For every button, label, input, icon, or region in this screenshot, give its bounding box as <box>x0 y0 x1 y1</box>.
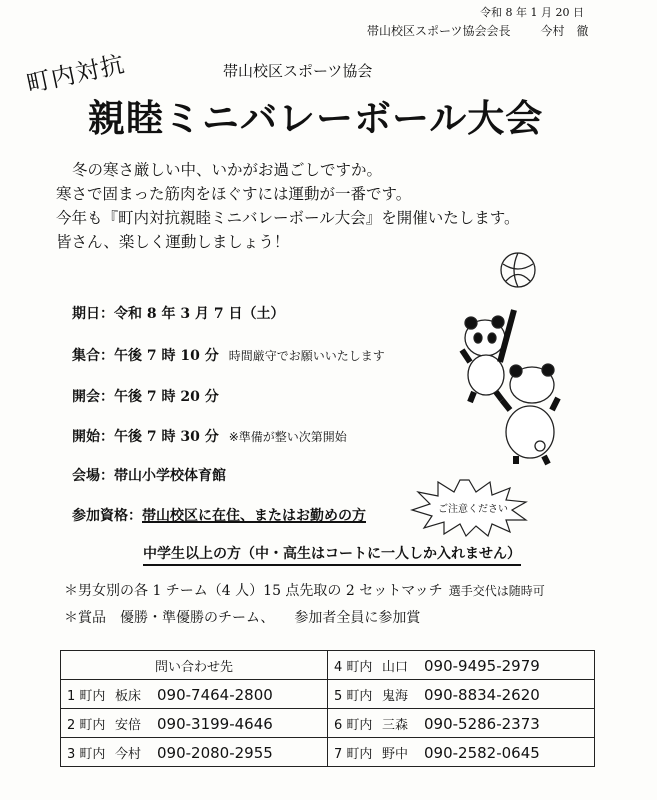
contact-phone: 090-5286-2373 <box>424 714 540 733</box>
main-title: 親睦ミニバレーボール大会 <box>88 97 544 140</box>
contact-phone: 090-2080-2955 <box>157 743 273 762</box>
table-row <box>61 651 595 680</box>
contact-name: 山口 <box>382 659 409 675</box>
intro-line: 今年も『町内対抗親睦ミニバレーボール大会』を開催いたします。 <box>56 209 520 227</box>
volleyball-icon <box>501 253 535 287</box>
contact-name: 鬼海 <box>382 688 409 704</box>
organizer-name: 今村 徹 <box>540 24 589 38</box>
notice-badge-text: ご注意ください <box>438 504 508 515</box>
opening-time <box>72 386 219 406</box>
contact-phone: 090-8834-2620 <box>424 685 540 704</box>
contact-town: 7 町内 <box>334 746 373 762</box>
intro-line: 冬の寒さ厳しい中、いかがお過ごしですか。 <box>72 161 383 179</box>
match-rule-note <box>64 580 545 600</box>
contact-phone: 090-2582-0645 <box>424 743 540 762</box>
eligibility-value: 帯山校区に在住、またはお勤めの方 <box>142 508 366 524</box>
intro-paragraph <box>56 158 519 254</box>
event-date-value: 令和 8 年 3 月 7 日（土） <box>114 306 285 322</box>
assembly-value: 午後 7 時 10 分 <box>114 348 219 364</box>
intro-line: 皆さん、楽しく運動しましょう！ <box>56 233 290 251</box>
contact-town: 6 町内 <box>334 717 373 733</box>
eligibility-age: 中学生以上の方（中・高生はコートに一人しか入れません） <box>143 543 521 566</box>
contact-name: 三森 <box>382 717 409 733</box>
contact-town: 5 町内 <box>334 688 373 704</box>
event-date-label: 期日： <box>72 306 114 322</box>
venue <box>72 465 226 485</box>
event-date <box>72 303 284 323</box>
contacts-header: 問い合わせ先 <box>61 651 328 680</box>
start-note: ※準備が整い次第開始 <box>228 430 347 444</box>
contact-town: 3 町内 <box>67 746 106 762</box>
match-rule: ＊男女別の各 1 チーム（4 人）15 点先取の 2 セットマッチ <box>64 583 443 599</box>
panda-volleyball-illustration <box>440 250 580 470</box>
eligibility <box>72 505 366 525</box>
organizer-title: 帯山校区スポーツ協会会長 <box>367 24 511 38</box>
issue-date: 令和 8 年 1 月 20 日 <box>480 6 584 19</box>
contact-cell <box>328 709 595 738</box>
opening-label: 開会： <box>72 389 114 405</box>
handwritten-title: 町内対抗 <box>23 49 128 99</box>
contact-phone: 090-3199-4646 <box>157 714 273 733</box>
contacts-table <box>60 650 595 767</box>
contact-phone: 090-7464-2800 <box>157 685 273 704</box>
prize-all: 参加者全員に参加賞 <box>294 610 421 626</box>
start-label: 開始： <box>72 429 114 445</box>
contact-cell <box>328 651 595 680</box>
panda-bottom-icon <box>502 364 558 464</box>
sub-organization: 帯山校区スポーツ協会 <box>223 62 373 80</box>
contact-name: 野中 <box>382 746 409 762</box>
table-row <box>61 738 595 767</box>
contact-cell <box>61 680 328 709</box>
contact-town: 2 町内 <box>67 717 106 733</box>
venue-label: 会場： <box>72 468 114 484</box>
contact-town: 1 町内 <box>67 688 106 704</box>
substitution-rule: 選手交代は随時可 <box>448 584 545 598</box>
contact-name: 今村 <box>115 746 142 762</box>
prize-note <box>64 607 420 627</box>
contact-cell <box>328 738 595 767</box>
assembly-time <box>72 345 385 365</box>
assembly-label: 集合： <box>72 348 114 364</box>
table-row <box>61 709 595 738</box>
panda-top-icon <box>462 310 514 402</box>
venue-value: 帯山小学校体育館 <box>114 468 226 484</box>
table-row <box>61 680 595 709</box>
intro-line: 寒さで固まった筋肉をほぐすには運動が一番です。 <box>56 185 412 203</box>
contact-phone: 090-9495-2979 <box>424 656 540 675</box>
prize-label: ＊賞品 優勝・準優勝のチーム、 <box>64 610 275 626</box>
contact-name: 安倍 <box>115 717 142 733</box>
assembly-note: 時間厳守でお願いいたします <box>228 349 385 363</box>
contact-cell <box>328 680 595 709</box>
contact-name: 板床 <box>115 688 142 704</box>
start-value: 午後 7 時 30 分 <box>114 429 219 445</box>
contact-town: 4 町内 <box>334 659 373 675</box>
opening-value: 午後 7 時 20 分 <box>114 389 219 405</box>
start-time <box>72 426 347 446</box>
contact-cell <box>61 738 328 767</box>
contact-cell <box>61 709 328 738</box>
organizer-line <box>367 22 589 39</box>
eligibility-label: 参加資格： <box>72 508 142 524</box>
